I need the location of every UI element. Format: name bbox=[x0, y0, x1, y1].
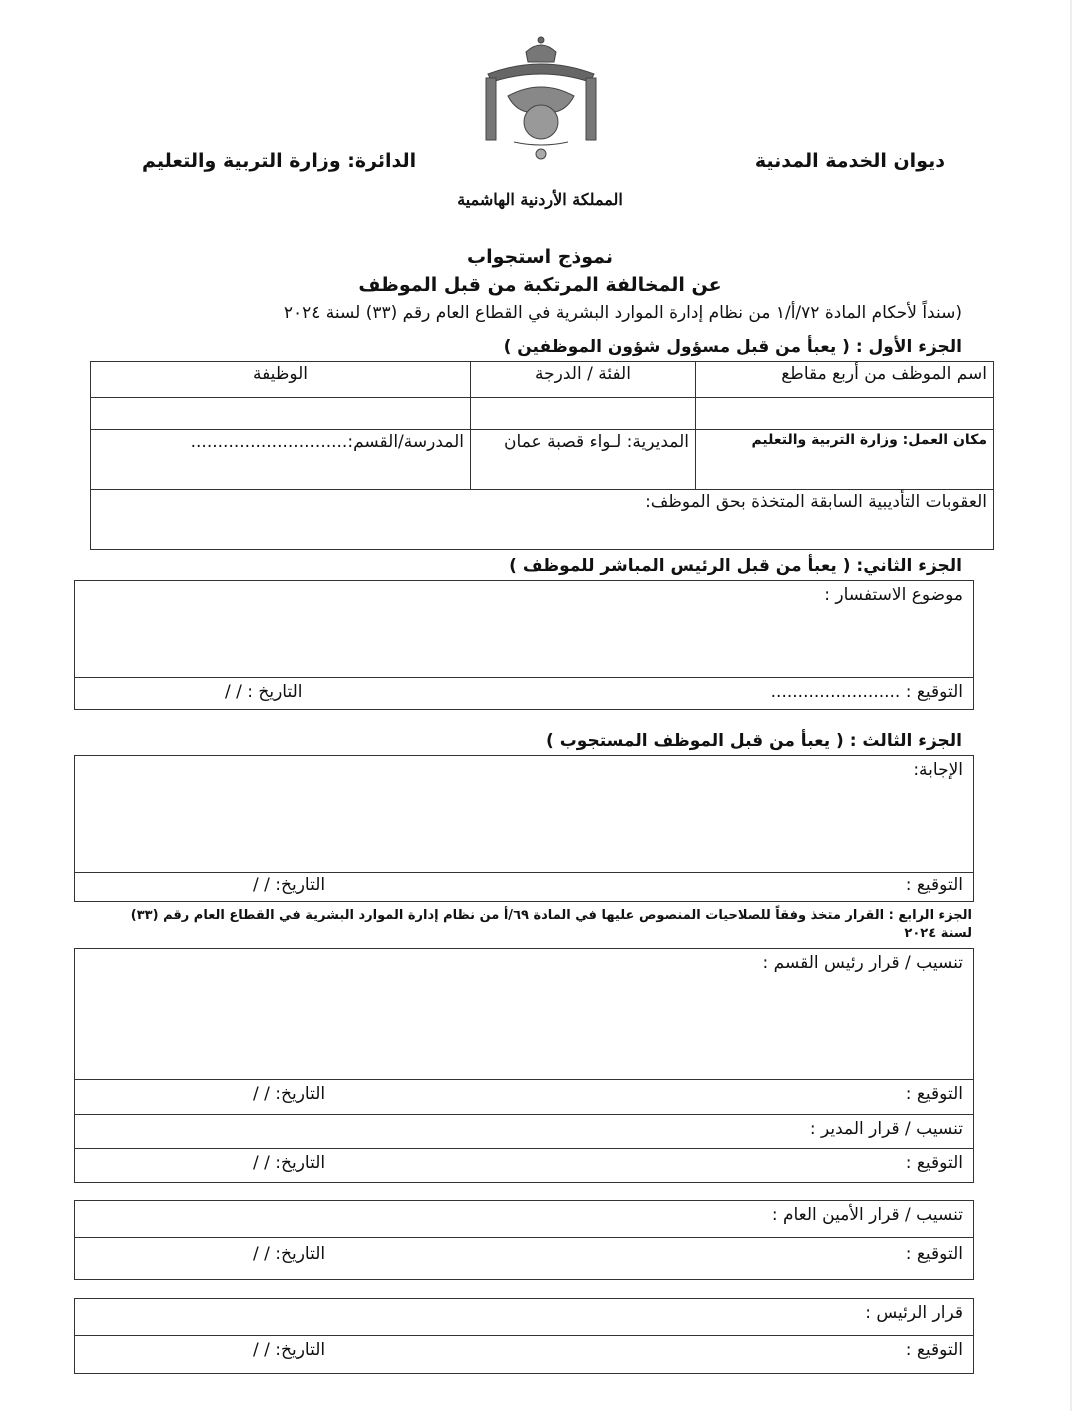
directorate-cell: المديرية: لـواء قصبة عمان bbox=[471, 430, 696, 490]
dept-head-decision-field[interactable]: تنسيب / قرار رئيس القسم : bbox=[762, 953, 963, 973]
column-job: الوظيفة bbox=[91, 362, 471, 398]
signature-row bbox=[75, 1335, 973, 1374]
signature-field[interactable]: التوقيع : bbox=[905, 1084, 963, 1104]
scan-edge bbox=[1070, 0, 1072, 1411]
date-field[interactable]: التاريخ : / / bbox=[225, 682, 303, 702]
decision-box bbox=[74, 948, 974, 1183]
column-employee-name: اسم الموظف من أربع مقاطع bbox=[696, 362, 994, 398]
signature-row bbox=[75, 1237, 973, 1280]
secretary-general-decision-field[interactable]: تنسيب / قرار الأمين العام : bbox=[771, 1205, 963, 1225]
signature-field[interactable]: التوقيع : bbox=[905, 1340, 963, 1360]
inquiry-subject-field[interactable]: موضوع الاستفسار : bbox=[824, 585, 963, 605]
director-decision-field[interactable]: تنسيب / قرار المدير : bbox=[809, 1119, 963, 1139]
employee-info-table bbox=[90, 361, 994, 550]
workplace-cell: مكان العمل: وزارة التربية والتعليم bbox=[696, 430, 994, 490]
date-field[interactable]: التاريخ: / / bbox=[253, 1340, 326, 1360]
director-row bbox=[75, 1114, 973, 1149]
civil-service-bureau-title: ديوان الخدمة المدنية bbox=[754, 150, 945, 172]
signature-row bbox=[75, 872, 973, 903]
date-field[interactable]: التاريخ: / / bbox=[253, 875, 326, 895]
president-box bbox=[74, 1298, 974, 1374]
signature-field[interactable]: التوقيع : bbox=[905, 1153, 963, 1173]
form-title: نموذج استجواب bbox=[466, 246, 613, 268]
kingdom-title: المملكة الأردنية الهاشمية bbox=[457, 190, 623, 209]
date-field[interactable]: التاريخ: / / bbox=[253, 1084, 326, 1104]
secretary-general-box bbox=[74, 1200, 974, 1280]
answer-box bbox=[74, 755, 974, 902]
coat-of-arms-icon bbox=[478, 34, 604, 162]
signature-field[interactable]: التوقيع : bbox=[905, 1244, 963, 1264]
signature-row bbox=[75, 677, 973, 710]
employee-name-field[interactable] bbox=[696, 398, 994, 430]
inquiry-box bbox=[74, 580, 974, 710]
date-field[interactable]: التاريخ: / / bbox=[253, 1244, 326, 1264]
job-field[interactable] bbox=[91, 398, 471, 430]
part3-heading: الجزء الثالث : ( يعبأ من قبل الموظف المستجوب ) bbox=[546, 731, 962, 751]
school-field[interactable]: المدرسة/القسم:............................. bbox=[91, 430, 471, 490]
president-decision-field[interactable]: قرار الرئيس : bbox=[865, 1303, 963, 1323]
date-field[interactable]: التاريخ: / / bbox=[253, 1153, 326, 1173]
signature-field[interactable]: التوقيع : ........................ bbox=[770, 682, 963, 702]
part1-heading: الجزء الأول : ( يعبأ من قبل مسؤول شؤون الموظفين ) bbox=[503, 337, 962, 357]
answer-field[interactable]: الإجابة: bbox=[913, 760, 963, 780]
part4-heading: الجزء الرابع : القرار متخذ وفقاً للصلاحيات المنصوص عليها في المادة ٦٩/أ من نظام إدارة الموارد البشرية في القطاع العام رقم (٣٣) لسنة ٢٠٢٤ bbox=[130, 908, 972, 941]
part2-heading: الجزء الثاني: ( يعبأ من قبل الرئيس المباشر للموظف ) bbox=[509, 556, 962, 576]
department-title: الدائرة: وزارة التربية والتعليم bbox=[142, 150, 417, 172]
form-subtitle: عن المخالفة المرتكبة من قبل الموظف bbox=[358, 274, 722, 296]
legal-basis: (سنداً لأحكام المادة ٧٢/أ/١ من نظام إدارة الموارد البشرية في القطاع العام رقم (٣٣) لسنة ٢٠٢٤ bbox=[283, 303, 962, 323]
previous-penalties-field[interactable]: العقوبات التأديبية السابقة المتخذة بحق الموظف: bbox=[91, 490, 994, 550]
signature-field[interactable]: التوقيع : bbox=[905, 875, 963, 895]
grade-field[interactable] bbox=[471, 398, 696, 430]
signature-row bbox=[75, 1148, 973, 1183]
column-grade: الفئة / الدرجة bbox=[471, 362, 696, 398]
signature-row bbox=[75, 1079, 973, 1114]
